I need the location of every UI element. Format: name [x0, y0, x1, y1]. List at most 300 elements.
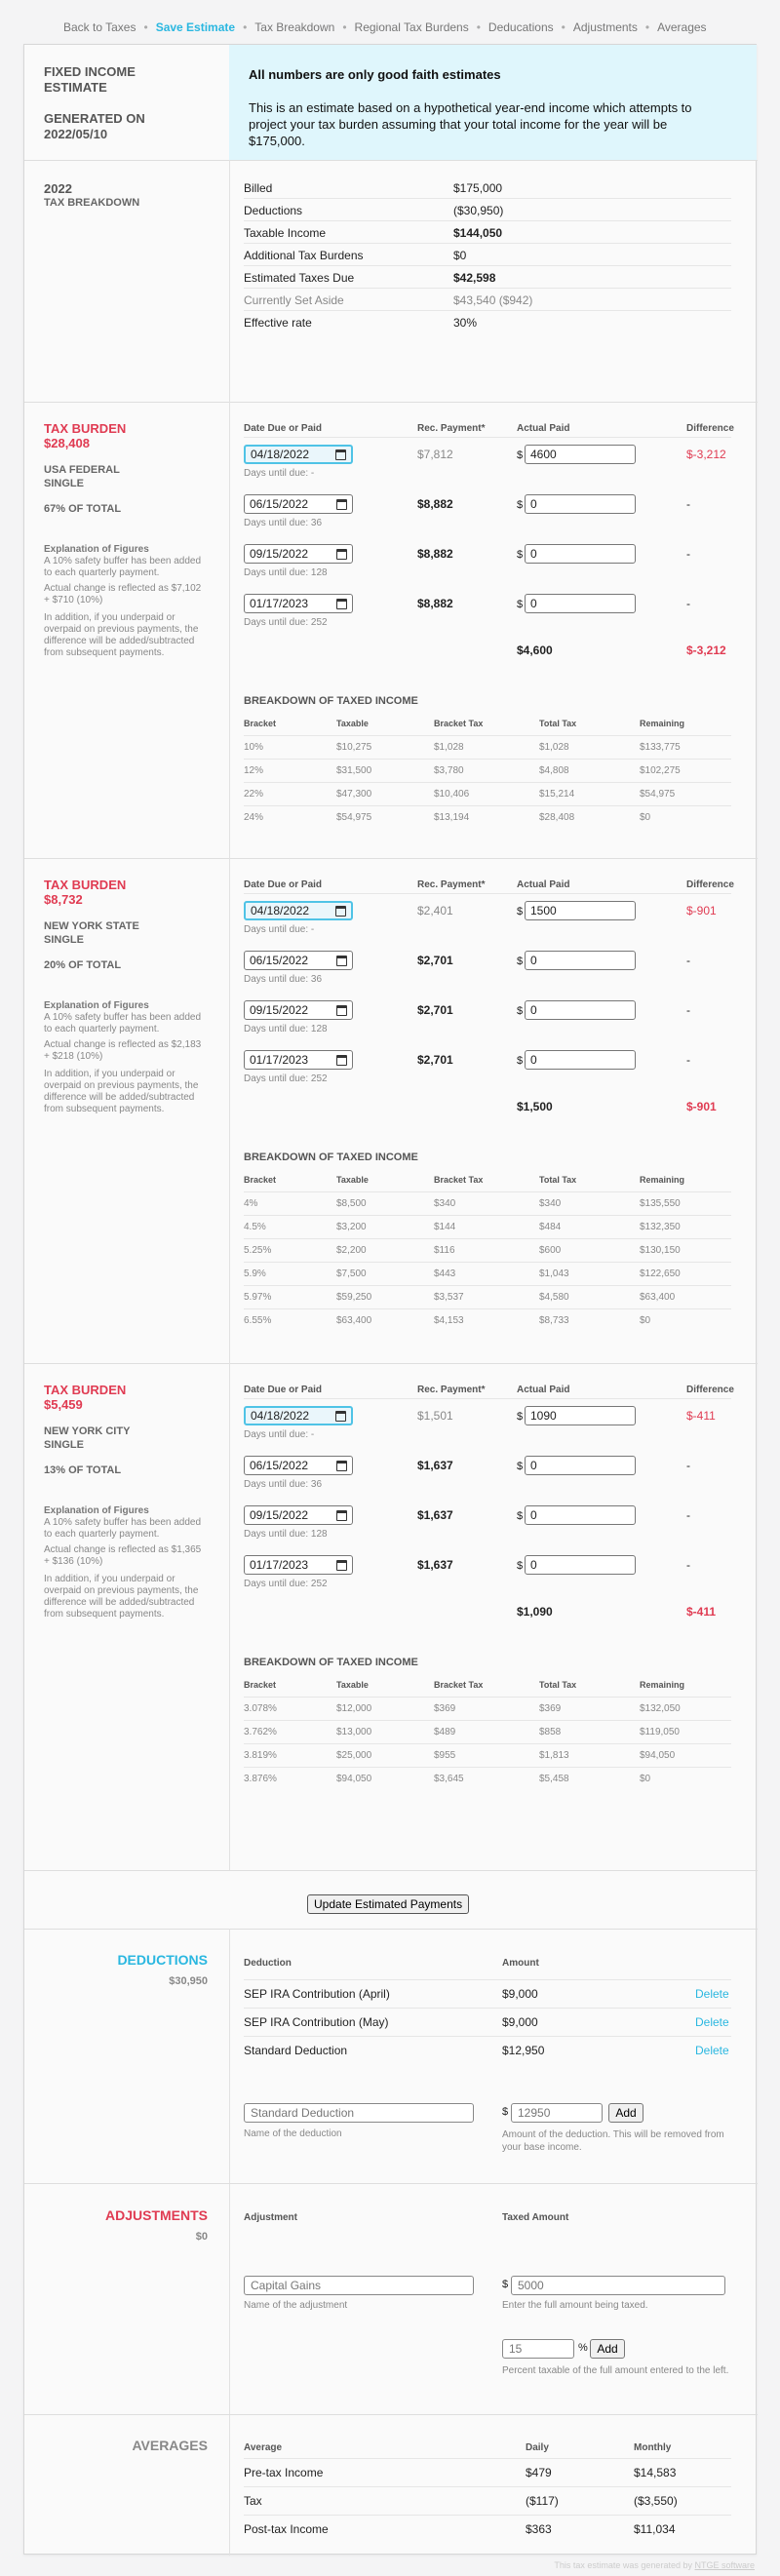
row-divider — [244, 198, 731, 199]
payment-date-input[interactable] — [244, 594, 353, 613]
payment-date-input[interactable] — [244, 1406, 353, 1425]
bracket-cell: $54,975 — [336, 812, 372, 823]
payment-difference: - — [686, 1558, 690, 1572]
average-daily: $479 — [526, 2466, 552, 2479]
explanation-text: A 10% safety buffer has been added to each quarterly payment. — [44, 1517, 202, 1540]
bracket-cell: $369 — [539, 1703, 562, 1714]
calendar-icon[interactable] — [336, 599, 347, 609]
average-monthly: ($3,550) — [634, 2494, 678, 2508]
recommended-payment: $1,637 — [417, 1459, 453, 1472]
currency-symbol: $ — [517, 1005, 524, 1017]
nav-regional-tax-burdens[interactable]: Regional Tax Burdens — [354, 20, 469, 34]
bracket-col-header: Remaining — [640, 719, 685, 728]
notice-title: All numbers are only good faith estimates — [249, 67, 501, 82]
breakdown-taxed-income-title: BREAKDOWN OF TAXED INCOME — [244, 695, 418, 707]
payment-date-input[interactable] — [244, 951, 353, 970]
nav-deductions[interactable]: Deducations — [488, 20, 554, 34]
burden-percent: 13% OF TOTAL — [44, 1464, 122, 1476]
payment-difference: - — [686, 1003, 690, 1017]
payment-date-input[interactable] — [244, 1505, 353, 1525]
bracket-cell: $489 — [434, 1727, 456, 1737]
amount-col-header: Amount — [502, 1958, 539, 1969]
days-until-due: Days until due: - — [244, 1429, 315, 1440]
actual-paid-input[interactable]: 0 — [525, 494, 636, 514]
row-divider — [244, 1215, 731, 1216]
actual-paid-input[interactable]: 1500 — [525, 901, 636, 920]
nav-separator: • — [243, 20, 248, 34]
nav-save-estimate[interactable]: Save Estimate — [155, 20, 236, 34]
payment-date-value: 04/18/2022 — [251, 904, 310, 917]
section-divider — [24, 1363, 758, 1364]
bracket-cell: 5.25% — [244, 1245, 272, 1256]
bracket-cell: 4% — [244, 1198, 258, 1209]
burden-amount: $28,408 — [44, 436, 90, 450]
currency-symbol: $ — [517, 1055, 524, 1067]
bracket-cell: $132,050 — [640, 1703, 681, 1714]
payment-difference: - — [686, 597, 690, 610]
breakdown-value: $0 — [453, 249, 467, 262]
payment-date-input[interactable] — [244, 1456, 353, 1475]
currency-symbol: $ — [517, 906, 524, 917]
row-divider — [244, 893, 731, 894]
bracket-cell: $10,406 — [434, 789, 470, 800]
actual-paid-input[interactable]: 0 — [525, 951, 636, 970]
breakdown-value: $43,540 ($942) — [453, 293, 533, 307]
explanation-text: In addition, if you underpaid or overpaid on previous payments, the difference will be added/subtracted from subsequent payments. — [44, 1574, 199, 1620]
bracket-cell: 6.55% — [244, 1315, 272, 1326]
payment-date-value: 09/15/2022 — [250, 1508, 309, 1522]
bracket-cell: $8,500 — [336, 1198, 367, 1209]
row-divider — [244, 310, 731, 311]
calendar-icon[interactable] — [336, 549, 347, 560]
date-col-header: Date Due or Paid — [244, 423, 323, 434]
payment-difference: - — [686, 547, 690, 561]
payment-date-input[interactable] — [244, 1000, 353, 1020]
row-divider — [244, 1398, 731, 1399]
payment-date-input[interactable] — [244, 1050, 353, 1070]
bracket-cell: $144 — [434, 1222, 456, 1232]
burden-region: NEW YORK STATE — [44, 920, 139, 932]
bracket-cell: $5,458 — [539, 1774, 569, 1784]
calendar-icon[interactable] — [336, 1005, 347, 1016]
bracket-cell: $4,153 — [434, 1315, 464, 1326]
actual-paid-input[interactable]: 4600 — [525, 445, 636, 464]
breakdown-value: 30% — [453, 316, 478, 330]
daily-col-header: Daily — [526, 2442, 549, 2453]
calendar-icon[interactable] — [336, 1510, 347, 1521]
payment-difference: - — [686, 1459, 690, 1472]
currency-symbol: $ — [517, 599, 524, 610]
explanation-text: A 10% safety buffer has been added to each quarterly payment. — [44, 1012, 202, 1034]
nav-averages[interactable]: Averages — [657, 20, 707, 34]
add-adjustment-button[interactable]: Add — [590, 2339, 625, 2359]
bracket-cell: $4,808 — [539, 765, 569, 776]
bracket-col-header: Total Tax — [539, 719, 577, 728]
bracket-cell: $1,028 — [434, 742, 464, 753]
row-divider — [244, 782, 731, 783]
payment-date-input[interactable] — [244, 901, 353, 920]
burden-region: NEW YORK CITY — [44, 1425, 131, 1437]
bracket-cell: $2,200 — [336, 1245, 367, 1256]
bracket-cell: $955 — [434, 1750, 456, 1761]
column-divider — [229, 402, 230, 858]
bracket-cell: $340 — [434, 1198, 456, 1209]
currency-symbol: $ — [517, 549, 524, 561]
bracket-cell: $130,150 — [640, 1245, 681, 1256]
payment-date-input[interactable] — [244, 445, 353, 464]
nav-separator: • — [476, 20, 481, 34]
row-divider — [244, 288, 731, 289]
calendar-icon[interactable] — [336, 1560, 347, 1571]
deduction-name-input[interactable]: Standard Deduction — [244, 2103, 474, 2123]
row-divider — [244, 1979, 731, 1980]
breakdown-label: Billed — [244, 181, 273, 195]
calendar-icon[interactable] — [336, 499, 347, 510]
payment-date-input[interactable] — [244, 494, 353, 514]
update-estimated-payments-button[interactable]: Update Estimated Payments — [307, 1894, 469, 1914]
breakdown-taxed-income-title: BREAKDOWN OF TAXED INCOME — [244, 1151, 418, 1163]
monthly-col-header: Monthly — [634, 2442, 672, 2453]
burden-amount: $5,459 — [44, 1397, 83, 1412]
taxed-amount-col-header: Taxed Amount — [502, 2212, 569, 2223]
breakdown-label: TAX BREAKDOWN — [44, 197, 140, 209]
date-col-header: Date Due or Paid — [244, 1385, 323, 1395]
adjustment-percent-help: Percent taxable of the full amount entered to the left. — [502, 2365, 729, 2376]
bracket-cell: $10,275 — [336, 742, 372, 753]
bracket-cell: $94,050 — [640, 1750, 676, 1761]
bracket-cell: $369 — [434, 1703, 456, 1714]
bracket-cell: $94,050 — [336, 1774, 372, 1784]
row-divider — [244, 735, 731, 736]
recommended-payment: $8,882 — [417, 497, 453, 511]
actual-paid-input[interactable]: 0 — [525, 1050, 636, 1070]
payment-date-value: 04/18/2022 — [251, 1409, 310, 1423]
rec-payment-col-header: Rec. Payment* — [417, 1385, 486, 1395]
adjustment-name-help: Name of the adjustment — [244, 2300, 348, 2311]
bracket-col-header: Bracket Tax — [434, 719, 484, 728]
nav-separator: • — [143, 20, 148, 34]
bracket-cell: $31,500 — [336, 765, 372, 776]
bracket-cell: $3,200 — [336, 1222, 367, 1232]
payment-date-value: 01/17/2023 — [250, 1053, 309, 1067]
average-col-header: Average — [244, 2442, 283, 2453]
total-paid: $4,600 — [517, 644, 553, 657]
payment-difference: $-411 — [686, 1409, 716, 1423]
payment-date-value: 01/17/2023 — [250, 1558, 309, 1572]
bracket-col-header: Taxable — [336, 719, 369, 728]
section-divider — [24, 1870, 758, 1871]
days-until-due: Days until due: 36 — [244, 974, 323, 985]
payment-date-input[interactable] — [244, 1555, 353, 1575]
notice-body: This is an estimate based on a hypothetical year-end income which attempts to project your tax burden assuming that your total income for the year will be $175,000. — [249, 100, 692, 148]
breakdown-value: $175,000 — [453, 181, 503, 195]
generated-date: GENERATED ON 2022/05/10 — [44, 111, 145, 141]
breakdown-value: ($30,950) — [453, 204, 504, 217]
calendar-icon[interactable] — [335, 1411, 346, 1422]
bracket-cell: 3.819% — [244, 1750, 277, 1761]
payment-date-value: 09/15/2022 — [250, 1003, 309, 1017]
bracket-cell: $28,408 — [539, 812, 575, 823]
row-divider — [244, 1238, 731, 1239]
currency-symbol: $ — [517, 1461, 524, 1472]
deductions-total: $30,950 — [169, 1975, 208, 1987]
bracket-cell: 10% — [244, 742, 264, 753]
total-paid: $1,500 — [517, 1100, 553, 1113]
bracket-cell: $3,537 — [434, 1292, 464, 1303]
bracket-cell: 5.97% — [244, 1292, 272, 1303]
bracket-col-header: Bracket — [244, 1680, 277, 1690]
bracket-cell: $484 — [539, 1222, 562, 1232]
payment-difference: - — [686, 497, 690, 511]
deduction-amount: $9,000 — [502, 2015, 538, 2029]
days-until-due: Days until due: 252 — [244, 1073, 328, 1084]
days-until-due: Days until due: 128 — [244, 1024, 328, 1034]
bracket-cell: $132,350 — [640, 1222, 681, 1232]
bracket-cell: $340 — [539, 1198, 562, 1209]
actual-paid-input[interactable]: 0 — [525, 594, 636, 613]
nav-separator: • — [342, 20, 347, 34]
days-until-due: Days until due: 128 — [244, 1529, 328, 1540]
row-divider — [244, 2008, 731, 2009]
bracket-cell: $13,194 — [434, 812, 470, 823]
nav-adjustments[interactable]: Adjustments — [572, 20, 638, 34]
currency-symbol: $ — [517, 1411, 524, 1423]
bracket-col-header: Remaining — [640, 1680, 685, 1690]
actual-paid-input[interactable]: 0 — [525, 544, 636, 564]
bracket-col-header: Taxable — [336, 1175, 369, 1185]
bracket-cell: $0 — [640, 812, 651, 823]
payment-difference: - — [686, 954, 690, 967]
payment-date-input[interactable] — [244, 544, 353, 564]
recommended-payment: $2,701 — [417, 1053, 453, 1067]
explanation-title: Explanation of Figures — [44, 1000, 149, 1011]
burden-percent: 20% OF TOTAL — [44, 959, 122, 971]
bracket-cell: $3,780 — [434, 765, 464, 776]
breakdown-value: $42,598 — [453, 271, 496, 285]
row-divider — [244, 1720, 731, 1721]
burden-region: USA FEDERAL — [44, 464, 120, 476]
explanation-text: Actual change is reflected as $7,102 + $710 (10%) — [44, 583, 202, 605]
deduction-col-header: Deduction — [244, 1958, 292, 1969]
deduction-name-help: Name of the deduction — [244, 2128, 342, 2139]
burden-filing-status: SINGLE — [44, 1439, 84, 1451]
breakdown-label: Effective rate — [244, 316, 312, 330]
calendar-icon[interactable] — [336, 1461, 347, 1471]
average-monthly: $11,034 — [634, 2522, 676, 2536]
days-until-due: Days until due: 128 — [244, 567, 328, 578]
footer-text: This tax estimate was generated by — [554, 2560, 692, 2570]
bracket-cell: $133,775 — [640, 742, 681, 753]
burden-title: TAX BURDEN — [44, 421, 127, 436]
deduction-amount: $12,950 — [502, 2044, 545, 2057]
deduction-amount-help: Amount of the deduction. This will be removed from your base income. — [502, 2129, 724, 2153]
bracket-cell: $1,028 — [539, 742, 569, 753]
breakdown-value: $144,050 — [453, 226, 503, 240]
breakdown-label: Taxable Income — [244, 226, 327, 240]
bracket-cell: $47,300 — [336, 789, 372, 800]
row-divider — [244, 1743, 731, 1744]
actual-paid-input[interactable]: 0 — [525, 1456, 636, 1475]
bracket-cell: $54,975 — [640, 789, 676, 800]
bracket-cell: $116 — [434, 1245, 455, 1256]
actual-paid-col-header: Actual Paid — [517, 879, 570, 890]
estimate-title: FIXED INCOME ESTIMATE — [44, 64, 136, 95]
row-divider — [244, 1767, 731, 1768]
recommended-payment: $2,701 — [417, 1003, 453, 1017]
payment-difference: - — [686, 1053, 690, 1067]
calendar-icon[interactable] — [335, 449, 346, 460]
payment-date-value: 06/15/2022 — [250, 497, 309, 511]
burden-amount: $8,732 — [44, 892, 83, 907]
actual-paid-input[interactable]: 0 — [525, 1555, 636, 1575]
nav-back-to-taxes[interactable]: Back to Taxes — [63, 20, 136, 34]
payment-date-value: 06/15/2022 — [250, 954, 309, 967]
currency-symbol: $ — [502, 2106, 509, 2118]
explanation-text: Actual change is reflected as $2,183 + $218 (10%) — [44, 1039, 202, 1062]
breakdown-label: Currently Set Aside — [244, 293, 344, 307]
breakdown-label: Estimated Taxes Due — [244, 271, 355, 285]
row-divider — [244, 759, 731, 760]
burden-title: TAX BURDEN — [44, 1383, 127, 1397]
bracket-cell: $4,580 — [539, 1292, 569, 1303]
total-difference: $-901 — [686, 1100, 717, 1113]
bracket-col-header: Bracket Tax — [434, 1175, 484, 1185]
average-label: Post-tax Income — [244, 2522, 329, 2536]
average-label: Tax — [244, 2494, 262, 2508]
total-difference: $-3,212 — [686, 644, 726, 657]
bracket-cell: $7,500 — [336, 1268, 367, 1279]
payment-date-value: 04/18/2022 — [251, 448, 310, 461]
row-divider — [244, 1308, 731, 1309]
row-divider — [244, 1285, 731, 1286]
adjustments-title: ADJUSTMENTS — [104, 2207, 208, 2223]
averages-title: AVERAGES — [132, 2438, 208, 2453]
add-deduction-button[interactable]: Add — [608, 2103, 644, 2123]
deduction-name: SEP IRA Contribution (May) — [244, 2015, 389, 2029]
rec-payment-col-header: Rec. Payment* — [417, 423, 486, 434]
actual-paid-col-header: Actual Paid — [517, 423, 570, 434]
average-label: Pre-tax Income — [244, 2466, 324, 2479]
days-until-due: Days until due: 36 — [244, 518, 323, 528]
bracket-cell: $600 — [539, 1245, 562, 1256]
bracket-cell: $12,000 — [336, 1703, 372, 1714]
total-paid: $1,090 — [517, 1605, 553, 1619]
recommended-payment: $7,812 — [417, 448, 453, 461]
row-divider — [244, 805, 731, 806]
bracket-cell: $59,250 — [336, 1292, 372, 1303]
adjustment-percent-input[interactable]: 15 — [502, 2339, 574, 2359]
footer — [554, 2560, 755, 2570]
delete-deduction-button[interactable]: Delete — [695, 2015, 729, 2029]
delete-deduction-button[interactable]: Delete — [695, 2044, 729, 2057]
explanation-title: Explanation of Figures — [44, 544, 149, 555]
row-divider — [244, 1697, 731, 1698]
bracket-cell: $102,275 — [640, 765, 681, 776]
calendar-icon[interactable] — [336, 1055, 347, 1066]
bracket-cell: 3.078% — [244, 1703, 277, 1714]
bracket-cell: $8,733 — [539, 1315, 569, 1326]
actual-paid-input[interactable]: 0 — [525, 1505, 636, 1525]
bracket-col-header: Bracket — [244, 719, 277, 728]
bracket-col-header: Bracket — [244, 1175, 277, 1185]
recommended-payment: $2,701 — [417, 954, 453, 967]
explanation-text: In addition, if you underpaid or overpaid on previous payments, the difference will be added/subtracted from subsequent payments. — [44, 1069, 199, 1114]
nav-tax-breakdown[interactable]: Tax Breakdown — [254, 20, 335, 34]
recommended-payment: $1,637 — [417, 1558, 453, 1572]
adjustment-col-header: Adjustment — [244, 2212, 297, 2223]
difference-col-header: Difference — [686, 879, 734, 890]
actual-paid-col-header: Actual Paid — [517, 1385, 570, 1395]
breakdown-label: Additional Tax Burdens — [244, 249, 364, 262]
row-divider — [244, 2486, 731, 2487]
deduction-amount: $9,000 — [502, 1987, 538, 2001]
row-divider — [244, 2458, 731, 2459]
difference-col-header: Difference — [686, 423, 734, 434]
recommended-payment: $1,501 — [417, 1409, 453, 1423]
delete-deduction-button[interactable]: Delete — [695, 1987, 729, 2001]
date-col-header: Date Due or Paid — [244, 879, 323, 890]
currency-symbol: $ — [517, 1560, 524, 1572]
deduction-name: SEP IRA Contribution (April) — [244, 1987, 390, 2001]
deduction-amount-input[interactable]: 12950 — [511, 2103, 603, 2123]
explanation-title: Explanation of Figures — [44, 1505, 149, 1516]
estimate-card — [23, 44, 757, 2555]
bracket-cell: $1,043 — [539, 1268, 569, 1279]
row-divider — [244, 2515, 731, 2516]
bracket-cell: 22% — [244, 789, 264, 800]
actual-paid-input[interactable]: 0 — [525, 1000, 636, 1020]
row-divider — [244, 2036, 731, 2037]
bracket-cell: 12% — [244, 765, 264, 776]
deduction-name: Standard Deduction — [244, 2044, 348, 2057]
average-daily: ($117) — [526, 2494, 559, 2508]
bracket-cell: $0 — [640, 1774, 651, 1784]
bracket-cell: $119,050 — [640, 1727, 680, 1737]
breakdown-taxed-income-title: BREAKDOWN OF TAXED INCOME — [244, 1657, 418, 1668]
bracket-cell: $13,000 — [336, 1727, 372, 1737]
days-until-due: Days until due: - — [244, 924, 315, 935]
calendar-icon[interactable] — [335, 906, 346, 917]
bracket-cell: $25,000 — [336, 1750, 372, 1761]
average-daily: $363 — [526, 2522, 552, 2536]
payment-difference: $-3,212 — [686, 448, 726, 461]
burden-filing-status: SINGLE — [44, 934, 84, 946]
total-difference: $-411 — [686, 1605, 717, 1619]
bracket-cell: $63,400 — [640, 1292, 676, 1303]
recommended-payment: $8,882 — [417, 597, 453, 610]
footer-link[interactable]: NTGE software — [694, 2560, 755, 2570]
explanation-text: A 10% safety buffer has been added to each quarterly payment. — [44, 556, 202, 578]
percent-sign: % — [578, 2342, 588, 2354]
adjustments-total: $0 — [195, 2231, 208, 2243]
deductions-title: DEDUCTIONS — [117, 1952, 208, 1968]
bracket-cell: 4.5% — [244, 1222, 266, 1232]
bracket-cell: $0 — [640, 1315, 651, 1326]
adjustment-amount-help: Enter the full amount being taxed. — [502, 2300, 648, 2311]
payment-date-value: 01/17/2023 — [250, 597, 309, 610]
actual-paid-input[interactable]: 1090 — [525, 1406, 636, 1425]
explanation-text: Actual change is reflected as $1,365 + $136 (10%) — [44, 1544, 202, 1567]
row-divider — [244, 220, 731, 221]
adjustment-amount-input[interactable]: 5000 — [511, 2276, 725, 2295]
adjustment-name-input[interactable]: Capital Gains — [244, 2276, 474, 2295]
calendar-icon[interactable] — [336, 956, 347, 966]
bracket-cell: $63,400 — [336, 1315, 372, 1326]
section-divider — [24, 858, 758, 859]
recommended-payment: $1,637 — [417, 1508, 453, 1522]
burden-filing-status: SINGLE — [44, 478, 84, 489]
nav-separator: • — [644, 20, 650, 34]
